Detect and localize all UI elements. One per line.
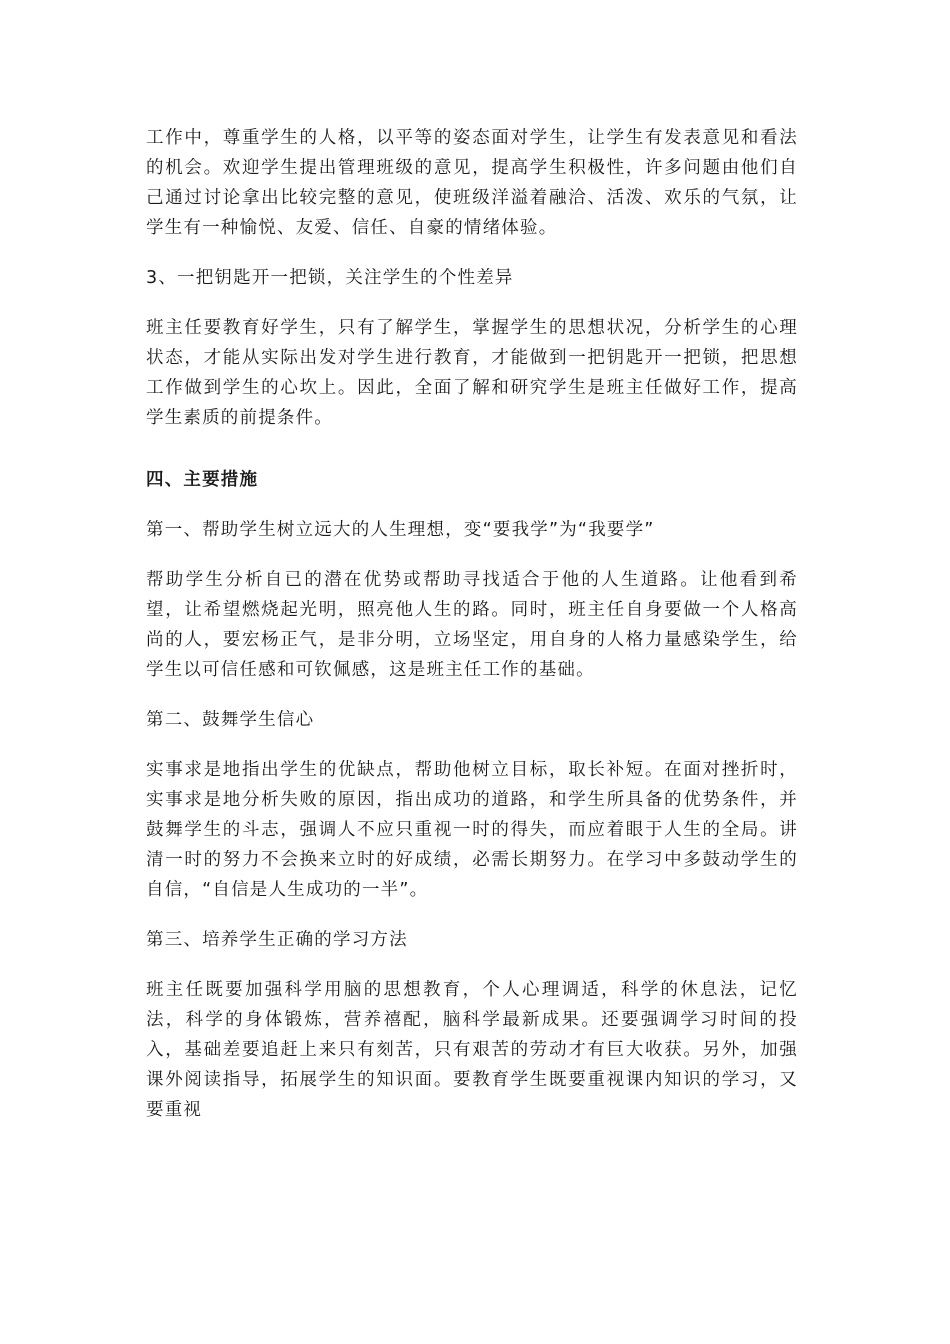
subheading-third-study-methods: 第三、培养学生正确的学习方法 — [146, 930, 408, 950]
subheading-key-and-lock: 3、一把钥匙开一把锁，关注学生的个性差异 — [146, 268, 514, 288]
document-page — [146, 123, 798, 1125]
paragraph-understand-students: 班主任要教育好学生，只有了解学生，掌握学生的思想状况，分析学生的心理状态，才能从实际出发对学生进行教育，才能做到一把钥匙开一把锁，把思想工作做到学生的心坎上。因此，全面了解和研究学生是班主任做好工作，提高学生素质的前提条件。 — [146, 318, 798, 428]
section-heading-main-measures: 四、主要措施 — [146, 470, 259, 490]
paragraph-life-path: 帮助学生分析自已的潜在优势或帮助寻找适合于他的人生道路。让他看到希望，让希望燃烧起光明，照亮他人生的路。同时，班主任自身要做一个人格高尚的人，要宏杨正气，是非分明，立场坚定，用自身的人格力量感染学生，给学生以可信任感和可钦佩感，这是班主任工作的基础。 — [146, 570, 798, 680]
subheading-second-confidence: 第二、鼓舞学生信心 — [146, 710, 315, 730]
paragraph-strengths-weaknesses: 实事求是地指出学生的优缺点，帮助他树立目标，取长补短。在面对挫折时，实事求是地分析失败的原因，指出成功的道路，和学生所具备的优势条件，并鼓舞学生的斗志，强调人不应只重视一时的得失，而应着眼于人生的全局。讲清一时的努力不会换来立时的好成绩，必需长期努力。在学习中多鼓动学生的自信，“自信是人生成功的一半”。 — [146, 760, 798, 900]
paragraph-scientific-study: 班主任既要加强科学用脑的思想教育，个人心理调适，科学的休息法，记忆法，科学的身体锻炼，营养禧配，脑科学最新成果。还要强调学习时间的投入，基础差要追赶上来只有刻苦，只有艰苦的劳动才有巨大收获。另外，加强课外阅读指导，拓展学生的知识面。要教育学生既要重视课内知识的学习，又要重视 — [146, 980, 798, 1120]
subheading-first-ideals: 第一、帮助学生树立远大的人生理想，变“要我学”为“我要学” — [146, 520, 655, 540]
paragraph-respect-students: 工作中，尊重学生的人格，以平等的姿态面对学生，让学生有发表意见和看法的机会。欢迎学生提出管理班级的意见，提高学生积极性，许多问题由他们自己通过讨论拿出比较完整的意见，使班级洋溢着融洽、活泼、欢乐的气氛，让学生有一种愉悦、友爱、信任、自豪的情绪体验。 — [146, 128, 798, 238]
